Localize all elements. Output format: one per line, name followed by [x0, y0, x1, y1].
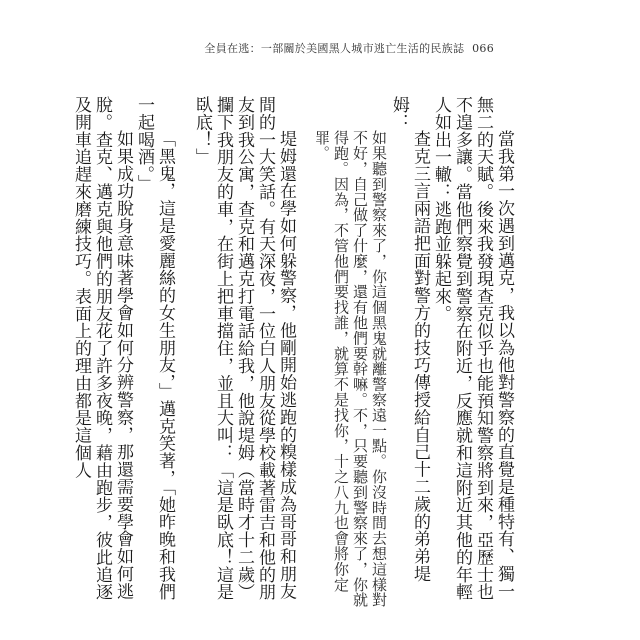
- page-number: 066: [472, 42, 494, 55]
- paragraph-3: 堤姆還在學如何躲警察，他剛開始逃跑的糗樣成為哥哥和朋友間的一大笑話。有天深夜，一位白人朋友從學校載著雷吉和他的朋友到我公寓，查克和邁克打電話給我，他說堤姆（當時才十二歲）攔下我朋友的車，在街上把車擋住，並且大叫：「這是臥底！這是臥底！」: [192, 96, 296, 601]
- paragraph-4: 「黑鬼，這是愛麗絲的女生朋友，」邁克笑著，「她昨晚和我們一起喝酒。」: [134, 96, 175, 601]
- paragraph-2: 查克三言兩語把面對警方的技巧傳授給自己十二歲的弟弟堤姆：: [389, 96, 430, 583]
- paragraph-1: 當我第一次遇到邁克，我以為他對警察的直覺是種特有、獨一無二的天賦。後來我發現查克似乎也能預知警察將到來，亞歷士也不遑多讓。當他們察覺到警察在附近，反應就和這附近其他的年輕人如出一轍：逃跑並躲起來。: [431, 96, 514, 601]
- body-text: [71, 96, 514, 608]
- running-header: [204, 40, 494, 56]
- running-title: 全員在逃：一部關於美國黑人城市逃亡生活的民族誌: [204, 42, 465, 55]
- block-quote: 如果聽到警察來了，你這個黑鬼就離警察遠一點。你沒時間去想這樣對不好，自己做了什麼，還有他們要幹嘛。不，只要聽到警察來了，你就得跑。因為，不管他們要找誰，就算不是找你，十之八九也會將你定罪。: [313, 130, 388, 608]
- paragraph-5: 如果成功脫身意味著學會如何分辨警察，那還需要學會如何逃脫。查克、邁克與他們的朋友花了許多夜晚，藉由跑步，彼此追逐及開車追趕來磨練技巧。表面上的理由都是這個人: [71, 96, 133, 601]
